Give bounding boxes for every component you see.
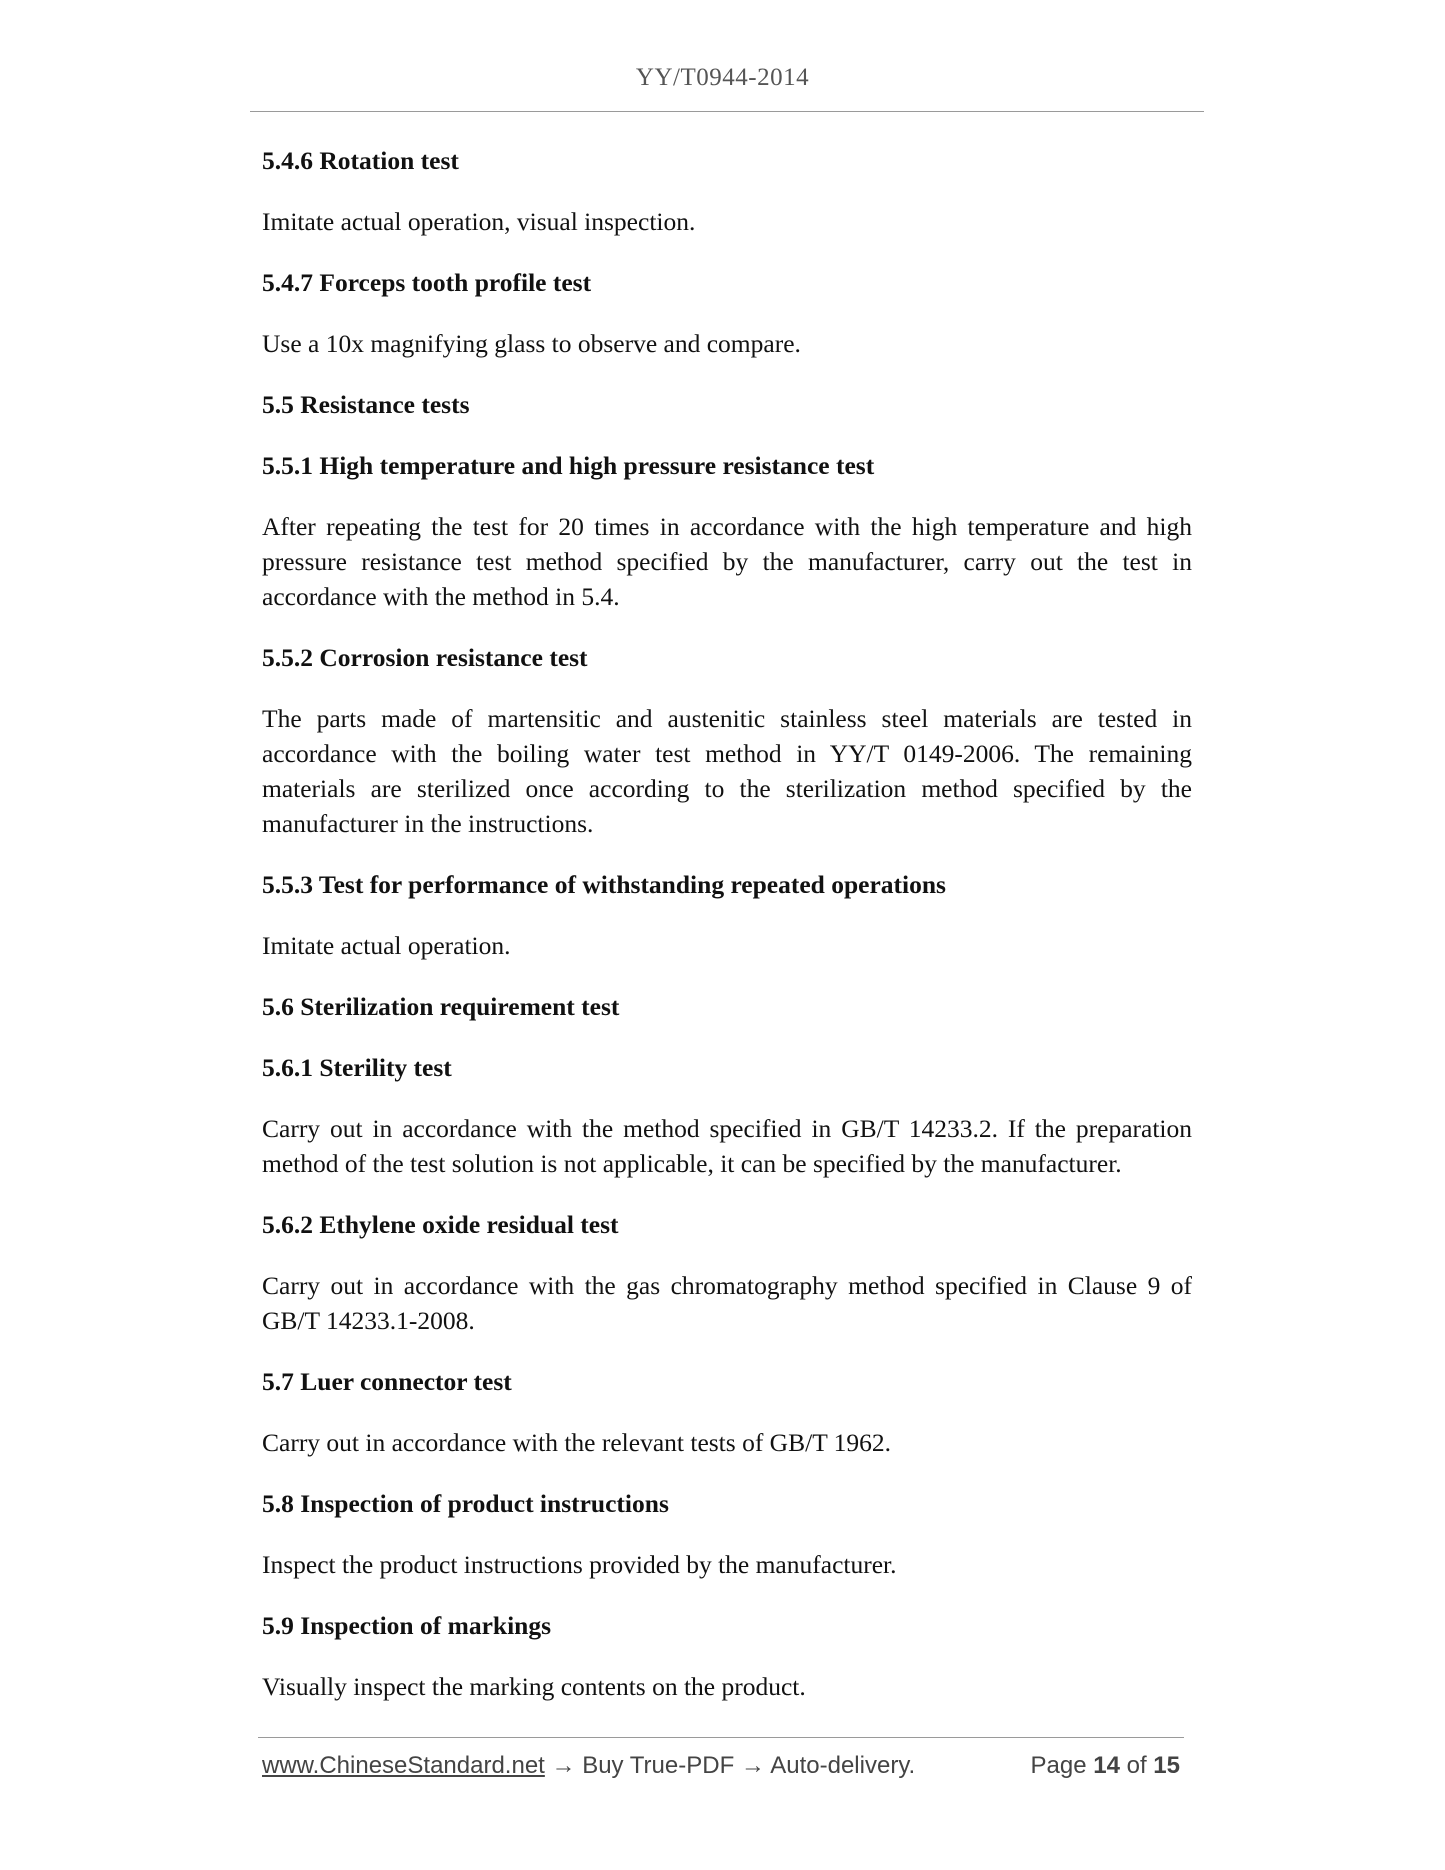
section-paragraph: Imitate actual operation. xyxy=(262,931,511,960)
page-total: 15 xyxy=(1153,1752,1180,1779)
section-heading: 5.7 Luer connector test xyxy=(262,1367,512,1396)
page-current: 14 xyxy=(1093,1752,1120,1779)
arrow-right-icon: → xyxy=(740,1752,765,1779)
buy-true-pdf-text: Buy True-PDF xyxy=(582,1752,735,1779)
section-paragraph: Use a 10x magnifying glass to observe and compare. xyxy=(262,329,801,358)
header-divider xyxy=(250,111,1204,112)
section-heading: 5.6 Sterilization requirement test xyxy=(262,992,620,1021)
footer-divider xyxy=(258,1737,1184,1738)
section-heading: 5.6.1 Sterility test xyxy=(262,1053,452,1082)
section-paragraph: Imitate actual operation, visual inspection. xyxy=(262,207,696,236)
page-label: Page xyxy=(1030,1752,1087,1779)
section-paragraph: Carry out in accordance with the method specified in GB/T 14233.2. If the preparation method of the test solution is not applicable, it can be specified by the manufacturer. xyxy=(262,1114,1192,1178)
section-heading: 5.6.2 Ethylene oxide residual test xyxy=(262,1210,619,1239)
auto-delivery-text: Auto-delivery. xyxy=(770,1752,916,1779)
page-footer xyxy=(262,1752,1182,1788)
document-body xyxy=(262,143,1192,1730)
section-heading: 5.5.3 Test for performance of withstanding repeated operations xyxy=(262,870,946,899)
website-link[interactable]: www.ChineseStandard.net xyxy=(262,1752,545,1779)
section-heading: 5.5.1 High temperature and high pressure resistance test xyxy=(262,451,875,480)
section-heading: 5.4.6 Rotation test xyxy=(262,146,459,175)
section-heading: 5.9 Inspection of markings xyxy=(262,1611,552,1640)
section-heading: 5.5.2 Corrosion resistance test xyxy=(262,643,588,672)
section-paragraph: Visually inspect the marking contents on the product. xyxy=(262,1672,806,1701)
section-paragraph: Carry out in accordance with the gas chromatography method specified in Clause 9 of GB/T 14233.1-2008. xyxy=(262,1271,1192,1335)
standard-code-header: YY/T0944-2014 xyxy=(635,64,810,91)
section-paragraph: After repeating the test for 20 times in accordance with the high temperature and high pressure resistance test method specified by the manufacturer, carry out the test in accordance with the method in 5.4. xyxy=(262,512,1192,611)
page-of: of xyxy=(1126,1752,1147,1779)
arrow-right-icon: → xyxy=(551,1752,576,1779)
footer-promo xyxy=(262,1752,915,1780)
section-heading: 5.5 Resistance tests xyxy=(262,390,470,419)
page-number xyxy=(1031,1752,1181,1780)
section-paragraph: The parts made of martensitic and austenitic stainless steel materials are tested in accordance with the boiling water test method in YY/T 0149-2006. The remaining materials are sterilized once according to the sterilization method specified by the manufacturer in the instructions. xyxy=(262,704,1192,838)
section-heading: 5.8 Inspection of product instructions xyxy=(262,1489,669,1518)
section-paragraph: Carry out in accordance with the relevant tests of GB/T 1962. xyxy=(262,1428,892,1457)
section-heading: 5.4.7 Forceps tooth profile test xyxy=(262,268,592,297)
section-paragraph: Inspect the product instructions provided by the manufacturer. xyxy=(262,1550,897,1579)
